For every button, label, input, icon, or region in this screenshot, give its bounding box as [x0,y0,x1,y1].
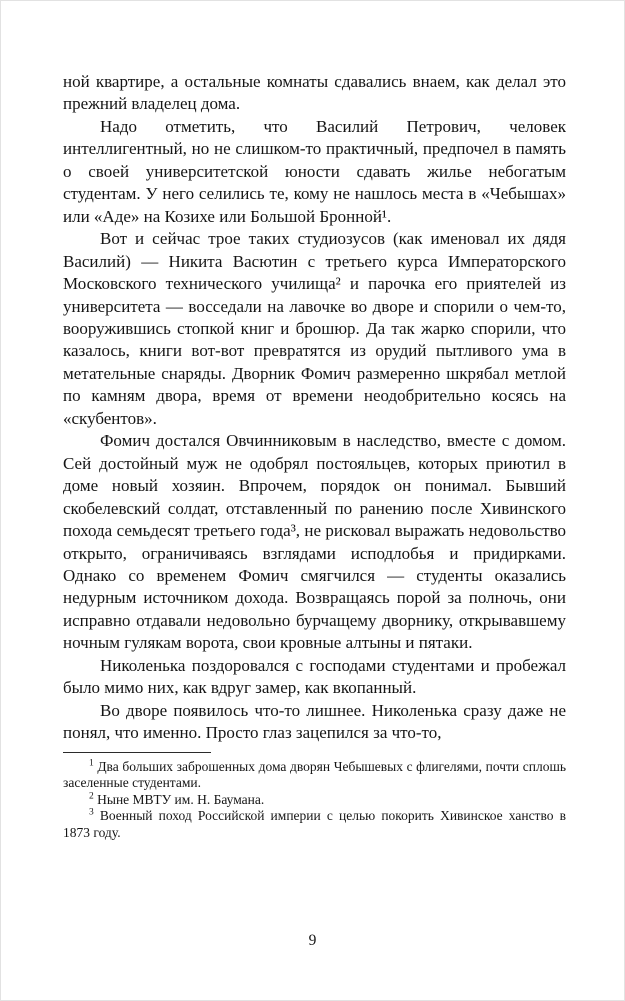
footnote-marker: 3 [89,807,94,818]
paragraph: Фомич достался Овчинниковым в наследство, вместе с домом. Сей достойный муж не одобрял постояльцев, которых приютил в доме новый хозяин. Впрочем, порядок он понимал. Бывший скобелевский солдат, отставленный по ранению после Хивинского похода семьдесят третьего года³, не рисковал выражать недовольство открыто, ограничиваясь взглядами исподлобья и придирками. Однако со временем Фомич смягчился — студенты оказались недурным источником дохода. Возвращаясь порой за полночь, они исправно отдавали недовольно бурчащему дворнику, открывавшему ночным гулякам ворота, свои кровные алтыны и пятаки. [63,431,566,653]
footnote-marker: 1 [89,758,94,769]
footnote-separator [63,752,211,753]
footnote: $^2$ Ныне МВТУ им. Н. Баумана. [89,791,265,807]
paragraph: Вот и сейчас трое таких студиозусов (как именовал их дядя Василий) — Никита Васютин с третьего курса Императорского Московского технического училища² и парочка его приятелей из университета — восседали на лавочке во дворе и спорили о чем-то, вооружившись стопкой книг и брошюр. Да так жарко спорили, что казалось, книги вот-вот превратятся из орудий пытливого ума в метательные снаряды. Дворник Фомич размеренно шкрябал метлой по камням двора, время от времени неодобрительно косясь на «скубентов». [63,229,566,428]
paragraph: Николенька поздоровался с господами студентами и пробежал было мимо них, как вдруг замер, как вкопанный. [63,655,566,698]
page-number: 9 [308,932,317,949]
footnotes [63,759,566,842]
paragraph: Надо отметить, что Василий Петрович, человек интеллигентный, но не слишком-то практичный, предпочел в память о своей университетской юности сдавать жилье небогатым студентам. У него селились те, кому не нашлось места в «Чебышах» или «Аде» на Козихе или Большой Бронной¹. [63,116,566,226]
paragraph: Во дворе появилось что-то лишнее. Николенька сразу даже не понял, что именно. Просто глаз зацепился за что-то, [63,700,566,743]
footnote: $^3$ Военный поход Российской империи с целью покорить Хивинское ханство в 1873 году. [63,807,566,840]
footnote-marker: 2 [89,791,94,802]
footnote: $^1$ Два больших заброшенных дома дворян Чебышевых с флигелями, почти сплошь заселенные студентами. [63,758,566,791]
page-body [63,71,566,745]
paragraph: ной квартире, а остальные комнаты сдавались внаем, как делал это прежний владелец дома. [63,72,566,114]
